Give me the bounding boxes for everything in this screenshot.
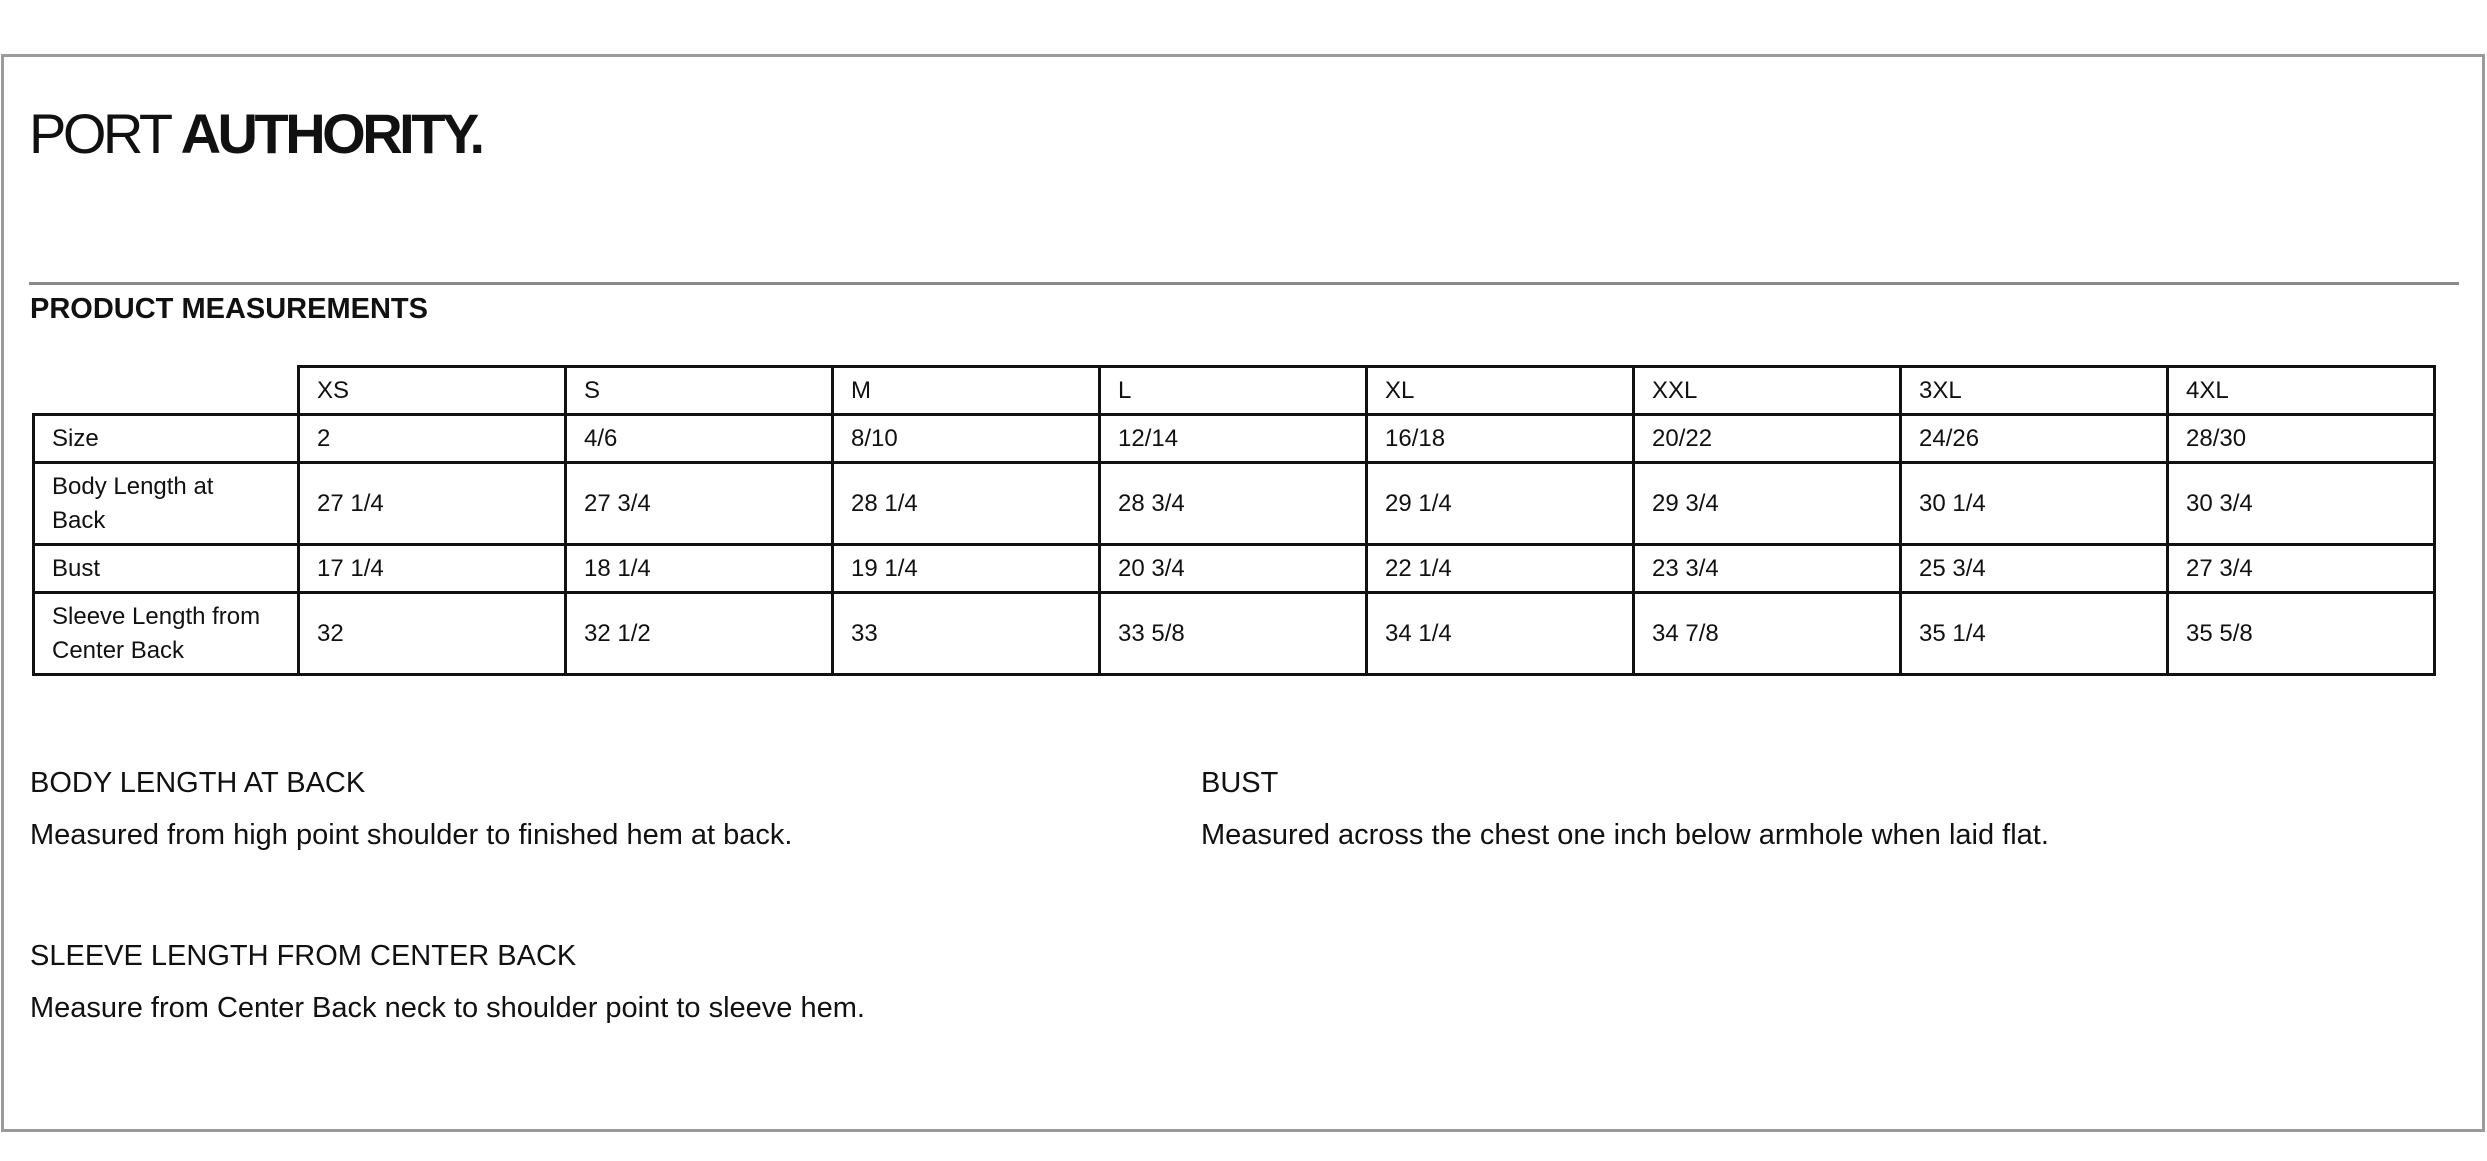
size-header-xs: XS: [299, 367, 566, 415]
size-header-s: S: [566, 367, 833, 415]
table-cell: 28 1/4: [833, 463, 1100, 545]
table-cell: 4/6: [566, 415, 833, 463]
logo-word-port: PORT: [29, 102, 169, 165]
table-cell: 8/10: [833, 415, 1100, 463]
table-cell: 32 1/2: [566, 593, 833, 675]
table-cell: 30 1/4: [1901, 463, 2168, 545]
table-cell: 29 3/4: [1634, 463, 1901, 545]
table-cell: 35 5/8: [2168, 593, 2435, 675]
table-cell: 27 3/4: [2168, 545, 2435, 593]
table-row-body-length: [34, 463, 2435, 545]
table-cell: 2: [299, 415, 566, 463]
row-label-size: Size: [34, 415, 299, 463]
table-cell: 18 1/4: [566, 545, 833, 593]
logo-word-authority: AUTHORITY.: [180, 102, 482, 165]
table-row-size: [34, 415, 2435, 463]
table-cell: 34 1/4: [1367, 593, 1634, 675]
size-header-xxl: XXL: [1634, 367, 1901, 415]
row-label-body-length: [34, 463, 299, 545]
table-cell: 30 3/4: [2168, 463, 2435, 545]
brand-logo: [29, 104, 482, 164]
size-header-m: M: [833, 367, 1100, 415]
size-header-xl: XL: [1367, 367, 1634, 415]
table-cell: 20 3/4: [1100, 545, 1367, 593]
table-cell: 27 1/4: [299, 463, 566, 545]
size-header-4xl: 4XL: [2168, 367, 2435, 415]
divider-rule: [29, 282, 2459, 285]
size-header-3xl: 3XL: [1901, 367, 2168, 415]
note-title: BUST: [1201, 767, 1279, 799]
table-cell: 29 1/4: [1367, 463, 1634, 545]
table-cell: 23 3/4: [1634, 545, 1901, 593]
table-cell: 28/30: [2168, 415, 2435, 463]
note-title: SLEEVE LENGTH FROM CENTER BACK: [30, 940, 577, 972]
row-label-bust: Bust: [34, 545, 299, 593]
table-cell: 33 5/8: [1100, 593, 1367, 675]
table-cell: 22 1/4: [1367, 545, 1634, 593]
table-cell: 28 3/4: [1100, 463, 1367, 545]
table-cell: 34 7/8: [1634, 593, 1901, 675]
table-cell: 32: [299, 593, 566, 675]
table-row-sleeve-length: [34, 593, 2435, 675]
note-description: Measured across the chest one inch below armhole when laid flat.: [1201, 819, 2049, 851]
table-cell: 24/26: [1901, 415, 2168, 463]
note-sleeve-length: [30, 938, 865, 1026]
table-cell: 25 3/4: [1901, 545, 2168, 593]
table-cell: 33: [833, 593, 1100, 675]
table-cell: 27 3/4: [566, 463, 833, 545]
row-label-line-1: Body Length at: [52, 472, 214, 500]
table-header-row: [34, 367, 2435, 415]
table-cell: 19 1/4: [833, 545, 1100, 593]
table-row-bust: [34, 545, 2435, 593]
table-cell: 35 1/4: [1901, 593, 2168, 675]
table-cell: 16/18: [1367, 415, 1634, 463]
note-bust: [1201, 765, 2049, 853]
row-label-line-1: Sleeve Length from: [52, 602, 261, 630]
table-cell: 12/14: [1100, 415, 1367, 463]
table-cell: 20/22: [1634, 415, 1901, 463]
measurements-table: [32, 365, 2436, 676]
table-corner-cell: [34, 367, 299, 415]
note-description: Measured from high point shoulder to finished hem at back.: [30, 819, 793, 851]
size-header-l: L: [1100, 367, 1367, 415]
note-body-length: [30, 765, 792, 853]
row-label-sleeve-length: [34, 593, 299, 675]
row-label-line-2: Back: [52, 506, 106, 534]
table-cell: 17 1/4: [299, 545, 566, 593]
note-title: BODY LENGTH AT BACK: [30, 767, 366, 799]
note-description: Measure from Center Back neck to shoulder point to sleeve hem.: [30, 992, 865, 1024]
row-label-line-2: Center Back: [52, 636, 185, 664]
section-title: PRODUCT MEASUREMENTS: [30, 293, 428, 325]
